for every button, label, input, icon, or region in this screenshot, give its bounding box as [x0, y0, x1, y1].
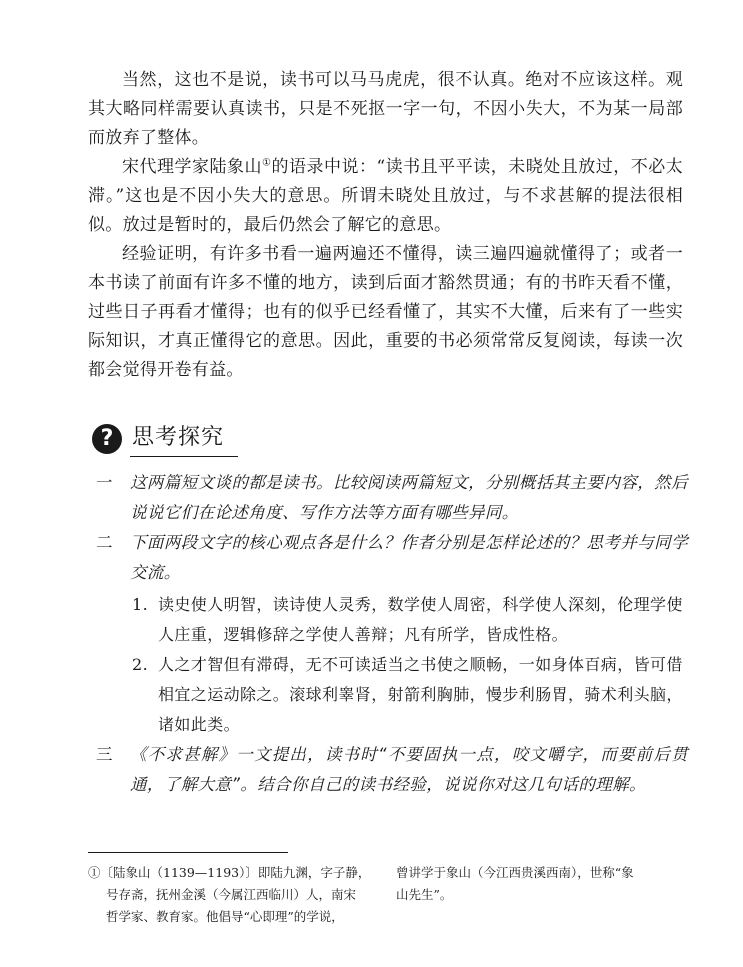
question-text: 下面两段文字的核心观点各是什么？作者分别是怎样论述的？思考并与同学交流。: [130, 533, 688, 582]
question-item: [96, 468, 688, 528]
footnote-line: ①〔陆象山（1139—1193）〕即陆九渊，字子静，: [88, 865, 371, 880]
question-list: [96, 468, 688, 800]
section-title: 思考探究: [132, 425, 225, 450]
footnote-line: 号存斋，抚州金溪（今属江西临川）人，南宋: [106, 887, 357, 902]
section-header: [92, 422, 312, 458]
question-item: [96, 740, 688, 800]
passage-number: 1.: [132, 595, 149, 614]
quoted-passage: [132, 590, 688, 650]
body-text: [88, 66, 683, 385]
passage-text: 读史使人明智，读诗使人灵秀，数学使人周密，科学使人深刻，伦理学使人庄重，逻辑修辞之学使人善辩；凡有所学，皆成性格。: [158, 595, 683, 644]
question-text: 这两篇短文谈的都是读书。比较阅读两篇短文，分别概括其主要内容，然后说说它们在论述角度、写作方法等方面有哪些异同。: [130, 473, 688, 522]
paragraph-2: [88, 153, 683, 240]
paragraph-2-rest: 的语录中说：“读书且平平读，未晓处且放过，不必太滞。”这也是不因小失大的意思。所谓未晓处且放过，与不求甚解的提法很相似。放过是暂时的，最后仍然会了解它的意思。: [88, 157, 684, 235]
footnote-line: 山先生”。: [396, 887, 453, 902]
section-title-underline: [130, 456, 238, 457]
question-number: 二: [96, 533, 113, 552]
footnote-right-column: [396, 862, 676, 906]
question-text: 《不求甚解》一文提出，读书时“不要固执一点，咬文嚼字，而要前后贯通，了解大意”。结合你自己的读书经验，说说你对这几句话的理解。: [130, 745, 688, 794]
passage-text: 人之才智但有滞碍，无不可读适当之书使之顺畅，一如身体百病，皆可借相宜之运动除之。滚球利睾肾，射箭利胸肺，慢步利肠胃，骑术利头脑，诸如此类。: [158, 655, 683, 734]
passage-number: 2.: [132, 655, 149, 674]
paragraph-1: 当然，这也不是说，读书可以马马虎虎，很不认真。绝对不应该这样。观其大略同样需要认真读书，只是不死抠一字一句，不因小失大，不为某一局部而放弃了整体。: [88, 70, 683, 148]
footnote-divider: [88, 852, 288, 853]
quoted-passage: [132, 650, 688, 740]
footnote-marker[interactable]: ①: [262, 157, 272, 169]
footnote-line: 哲学家、教育家。他倡导“心即理”的学说，: [106, 909, 344, 924]
paragraph-2-lead: 宋代理学家陆象山: [122, 157, 263, 177]
question-number: 三: [96, 745, 113, 764]
quoted-passages: [130, 590, 688, 740]
question-item: [96, 528, 688, 740]
question-mark-icon: ?: [92, 424, 122, 454]
paragraph-3: 经验证明，有许多书看一遍两遍还不懂得，读三遍四遍就懂得了；或者一本书读了前面有许多不懂的地方，读到后面才豁然贯通；有的书昨天看不懂，过些日子再看才懂得；也有的似乎已经看懂了，其实不大懂，后来有了一些实际知识，才真正懂得它的意思。因此，重要的书必须常常反复阅读，每读一次都会觉得开卷有益。: [88, 244, 683, 380]
footnote-left-column: [88, 862, 373, 928]
footnote-line: 曾讲学于象山（今江西贵溪西南），世称“象: [396, 865, 634, 880]
question-number: 一: [96, 473, 113, 492]
